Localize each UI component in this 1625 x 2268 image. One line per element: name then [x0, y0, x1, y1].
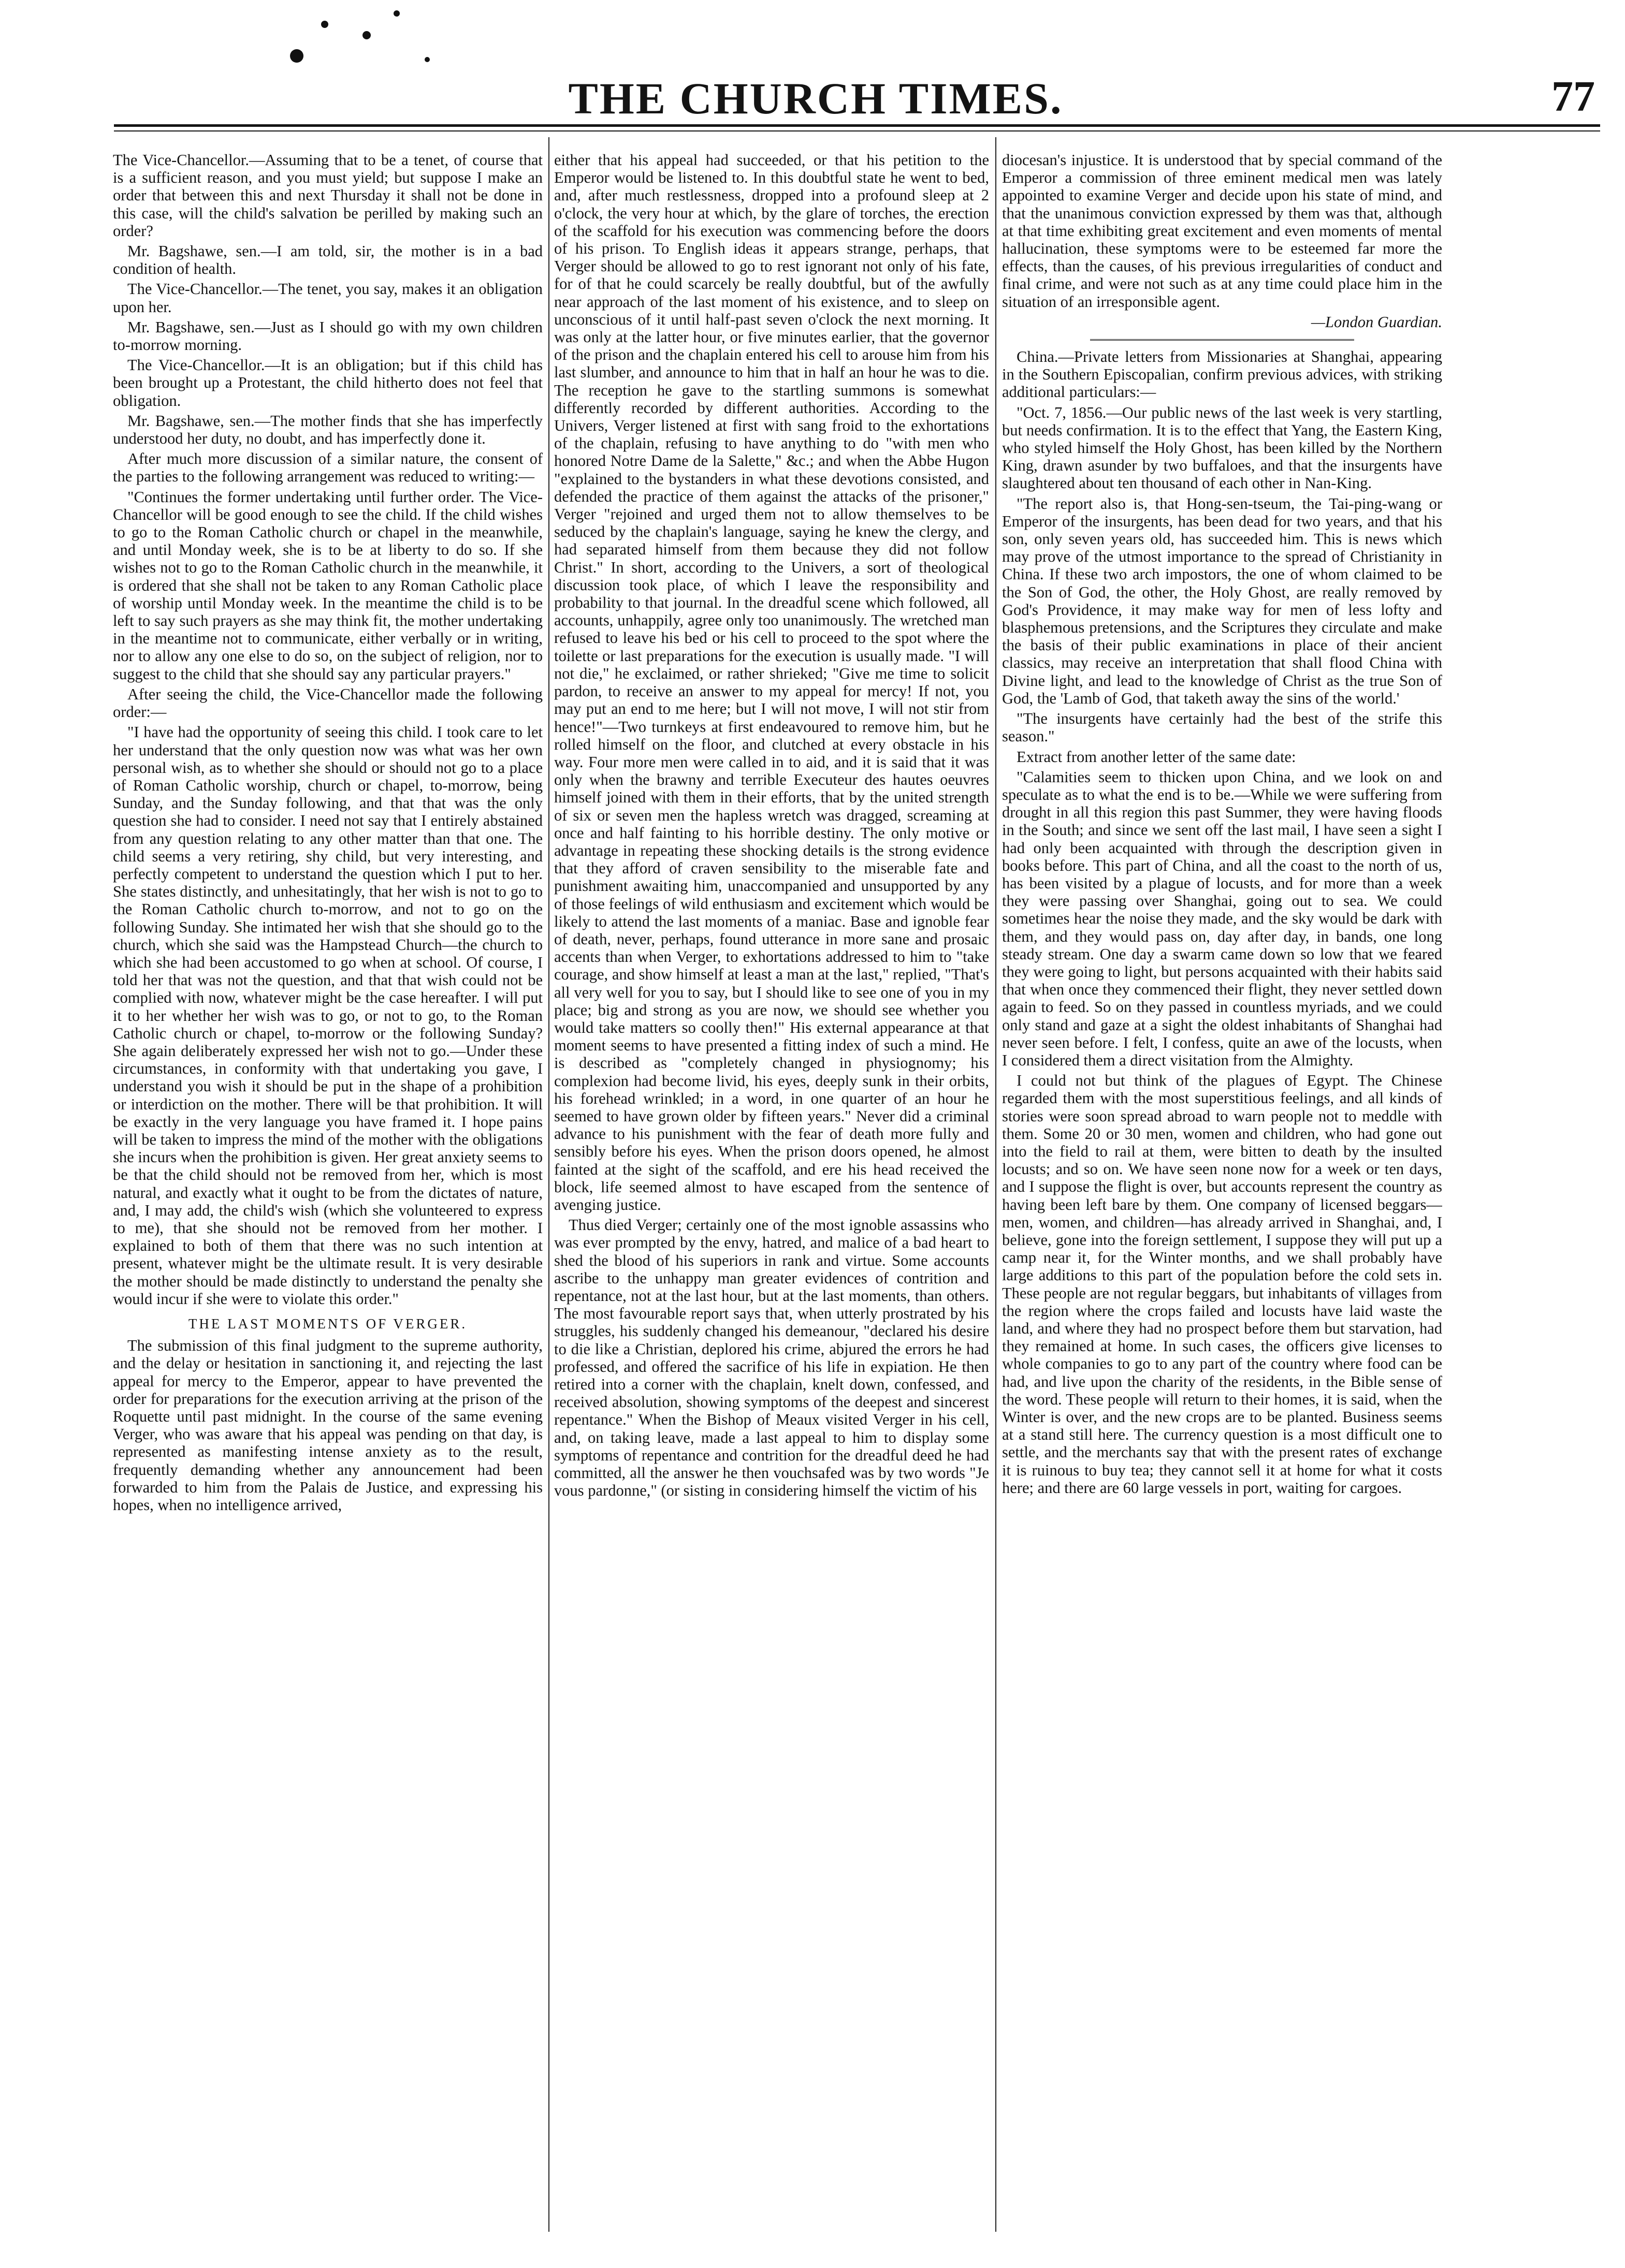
paragraph: Thus died Verger; certainly one of the most ignoble assassins who was ever prompted by the envy, hatred, and malice of a bad heart to shed the blood of his superiors in rank and virtue. Some accounts ascribe to the unhappy man greater evidences of contrition and repentance, not at the last hour, but at the last moments, than others. The most favourable report says that, when utterly prostrated by his struggles, his suddenly changed his demeanour, "declared his desire to die like a Christian, deplored his crime, abjured the errors he had professed, and offered the sacrifice of his life in expiation. He then retired into a corner with the chaplain, knelt down, confessed, and received absolution, showing symptoms of the deepest and sincerest repentance." When the Bishop of Meaux visited Verger in his cell, and, on taking leave, made a last appeal to him to display some symptoms of repentance and contrition for the dreadful deed he had committed, all the answer he then vouchsafed was by two words "Je vous pardonne," (or sisting in considering himself the victim of his — [554, 1216, 989, 1500]
paragraph: "I have had the opportunity of seeing this child. I took care to let her understand that the only question now was what was her own personal wish, as to whether she should or should not go to a place of Roman Catholic worship, church or chapel, to-morrow, being Sunday, and the Sunday following, and that that was the only question she had to consider. I need not say that I entirely abstained from any question relating to any other matter than that one. The child seems a very retiring, shy child, but very interesting, and perfectly competent to understand the question which I put to her. She states distinctly, and unhesitatingly, that her wish is not to go to the Roman Catholic church to-morrow, and not to go on the following Sunday. She intimated her wish that she should go to the church, which she said was the Hampstead Church—the church to which she had been accustomed to go when at school. Of course, I told her that was not the question, and that that wish could not be complied with now, whatever might be the case hereafter. I will put it to her whether her wish was to go, or not to go, to the Roman Catholic church or chapel, to-morrow or the following Sunday? She again deliberately expressed her wish not to go.—Under these circumstances, in conformity with that undertaking you gave, I understand you wish it should be put in the shape of a prohibition or interdiction on the mother. There will be that prohibition. It will be exactly in the very language you have framed it. I hope pains will be taken to impress the mind of the mother with the obligations she incurs when the prohibition is given. Her great anxiety seems to be that the child should not be removed from her, which is most natural, and exactly what it ought to be from the dictates of nature, and, I may add, the child's wish (which she volunteered to express to me), that she should not be removed from her mother. I explained to both of them that there was no such intention at present, whatever might be the ultimate result. It is very desirable the mother should be made distinctly to understand the penalty she would incur if she were to violate this order." — [113, 723, 543, 1308]
masthead-rule-thick — [114, 124, 1600, 127]
paragraph: The submission of this final judgment to the supreme authority, and the delay or hesitation in sanctioning it, and rejecting the last appeal for mercy to the Emperor, appear to have prevented the order for preparations for the execution arriving at the prison of the Roquette until past midnight. In the course of the same evening Verger, who was aware that his appeal was pending on that day, is represented as manifesting intense anxiety as to the result, frequently demanding whether any announcement had been forwarded to him from the Palais de Justice, and expressing his hopes, when no intelligence arrived, — [113, 1337, 543, 1514]
page-number: 77 — [1551, 72, 1595, 121]
column-1 — [113, 151, 543, 2237]
paragraph: The Vice-Chancellor.—The tenet, you say, makes it an obligation upon her. — [113, 280, 543, 316]
paragraph: Mr. Bagshawe, sen.—The mother finds that she has imperfectly understood her duty, no doubt, and has imperfectly done it. — [113, 412, 543, 448]
column-3 — [1002, 151, 1442, 2237]
section-divider — [1090, 339, 1354, 341]
paragraph: I could not but think of the plagues of Egypt. The Chinese regarded them with the most superstitious feelings, and all kinds of stories were soon spread abroad to warn people not to meddle with them. Some 20 or 30 men, women and children, who had gone out into the field to rail at them, were bitten to death by the insulted locusts; and so on. We have seen none now for a week or ten days, and I suppose the flight is over, but accounts represent the country as having been left bare by them. One company of licensed beggars—men, women, and children—has already arrived in Shanghai, and, I believe, gone into the foreign settlement, I suppose they will put up a camp near it, for the Winter months, and we shall probably have large additions to this part of the population before the cold sets in. These people are not regular beggars, but inhabitants of villages from the region where the crops failed and locusts have laid waste the land, and where they had no prospect before them but starvation, had they remained at home. In such cases, the officers give licenses to whole companies to go to any part of the country where food can be had, and live upon the charity of the residents, in the Bible sense of the word. These people will return to their homes, it is said, when the Winter is over, and the new crops are to be planted. Business seems at a stand still here. The currency question is a most difficult one to settle, and the merchants say that with the present rates of exchange it is ruinous to buy tea; they cannot sell it at home for what it costs here; and there are 60 large vessels in port, waiting for cargoes. — [1002, 1072, 1442, 1497]
ink-blot — [362, 31, 371, 39]
paragraph: Mr. Bagshawe, sen.—I am told, sir, the mother is in a bad condition of health. — [113, 242, 543, 278]
column-2 — [554, 151, 989, 2237]
paragraph: China.—Private letters from Missionaries at Shanghai, appearing in the Southern Episcopalian, confirm previous advices, with striking additional particulars:— — [1002, 348, 1442, 401]
source-attribution: —London Guardian. — [1311, 313, 1442, 331]
ink-blot — [394, 10, 400, 17]
newspaper-title: THE CHURCH TIMES. — [568, 74, 1063, 123]
masthead-rule-thin — [114, 130, 1600, 131]
ink-blot — [321, 21, 328, 28]
paragraph: The Vice-Chancellor.—Assuming that to be a tenet, of course that is a sufficient reason, and you must yield; but suppose I make an order that between this and next Thursday it shall not be done in this case, will the child's salvation be perilled by making such an order? — [113, 151, 543, 240]
paragraph: either that his appeal had succeeded, or that his petition to the Emperor would be listened to. In this doubtful state he went to bed, and, after much restlessness, dropped into a profound sleep at 2 o'clock, the very hour at which, by the glare of torches, the erection of the scaffold for his execution was commencing before the doors of his prison. To English ideas it appears strange, perhaps, that Verger should be allowed to go to rest ignorant not only of his fate, for of that he could scarcely be really doubtful, but of the awfully near approach of the last moment of his existence, and to sleep on unconscious of it until half-past seven o'clock the next morning. It was only at the latter hour, or five minutes earlier, that the governor of the prison and the chaplain entered his cell to arouse him from his last slumber, and announce to him that in half an hour he was to die. The reception he gave to the startling summons is somewhat differently recorded by different authorities. According to the Univers, Verger listened at first with sang froid to the exhortations of the chaplain, refusing to have anything to do "with men who honored Notre Dame de la Salette," &c.; and when the Abbe Hugon "explained to the bystanders in what these devotions consisted, and defended the practice of them against the attacks of the prisoner," Verger "rejoined and urged them not to allow themselves to be seduced by the chaplain's language, saying he knew the clergy, and had separated himself from them because they did not follow Christ." In short, according to the Univers, a sort of theological discussion took place, of which I leave the responsibility and probability to that journal. In the dreadful scene which followed, all accounts, unhappily, agree only too unanimously. The wretched man refused to leave his bed or his cell to proceed to the spot where the toilette or last preparations for the execution is usually made. "I will not die," he exclaimed, or rather shrieked; "Give me time to solicit pardon, to receive an answer to my appeal for mercy! If not, you may put an end to me here; but I will not move, I will not stir from hence!"—Two turnkeys at first endeavoured to remove him, but he rolled himself on the floor, and clutched at every obstacle in his way. Four more men were called in to aid, and it is said that it was only when the brawny and terrible Executeur des hautes oeuvres himself joined with them in their efforts, that by the united strength of six or seven men the hapless wretch was dragged, screaming at once and half fainting to his horrible destiny. The only motive or advantage in repeating these shocking details is the strong evidence that they afford of craven sensibility to the miserable fate and punishment awaiting him, unaccompanied and unsupported by any of those feelings of wild enthusiasm and excitement which would be likely to attend the last moments of a maniac. Base and ignoble fear of death, never, perhaps, found utterance in more sane and prosaic accents than when Verger, to exhortations addressed to him to "take courage, and show himself at least a man at the last," replied, "That's all very well for you to say, but I should like to see one of you in my place; big and strong as you are now, we should see whether you would take matters so coolly then!" His external appearance at that moment seems to have presented a fitting index of such a mind. He is described as "completely changed in physiognomy; his complexion had become livid, his eyes, deeply sunk in their orbits, his forehead wrinkled; in a word, in one quarter of an hour he seemed to have grown older by fifteen years." Never did a criminal advance to his punishment with the fear of death more fully and sensibly before his eyes. When the prison doors opened, he almost fainted at the sight of the scaffold, and ere his head received the block, life seemed almost to have escaped from the sentence of avenging justice. — [554, 151, 989, 1213]
column-rule — [995, 137, 996, 2232]
paragraph: Extract from another letter of the same date: — [1017, 748, 1296, 766]
ink-blot — [425, 57, 430, 62]
article-heading: THE LAST MOMENTS OF VERGER. — [188, 1316, 468, 1331]
paragraph: "Continues the former undertaking until further order. The Vice-Chancellor will be good enough to see the child. If the child wishes to go to the Roman Catholic church or chapel in the meanwhile, and until Monday week, she is to be at liberty to do so. If she wishes not to go to the Roman Catholic church in the meanwhile, it is ordered that she shall not be taken to any Roman Catholic place of worship until Monday week. In the meantime the child is to be left to say such prayers as she may think fit, the mother undertaking in the meantime not to communicate, either verbally or in writing, nor to allow any one else to do so, on the subject of religion, nor to suggest to the child that she should say any particular prayers." — [113, 488, 543, 683]
paragraph: diocesan's injustice. It is understood that by special command of the Emperor a commission of three eminent medical men was lately appointed to examine Verger and decide upon his state of mind, and that the unanimous conviction expressed by them was that, although at that time exhibiting great excitement and even moments of mental hallucination, these symptoms were to be esteemed far more the effects, than the causes, of his previous irregularities of conduct and final crime, and were not such as at any time could place him in the situation of an irresponsible agent. — [1002, 151, 1442, 311]
paragraph: "Oct. 7, 1856.—Our public news of the last week is very startling, but needs confirmation. It is to the effect that Yang, the Eastern King, who styled himself the Holy Ghost, has been killed by the Northern King, drawn asunder by two buffaloes, and that the insurgents have slaughtered about ten thousand of each other in Nan-King. — [1002, 403, 1442, 492]
paragraph: "The report also is, that Hong-sen-tseum, the Tai-ping-wang or Emperor of the insurgents, has been dead for two years, and that his son, only seven years old, has succeeded him. This is news which may prove of the utmost importance to the spread of Christianity in China. If these two arch impostors, the one of whom claimed to be the Son of God, the other, the Holy Ghost, are really removed by God's Providence, it may make way for men of less lofty and blasphemous pretensions, and the Scriptures they circulate and make the basis of their public examinations in place of their ancient classics, may receive an interpretation that shall flood China with Divine light, and lead to the knowledge of Christ as the true Son of God, the 'Lamb of God, that taketh away the sins of the world.' — [1002, 494, 1442, 707]
paragraph: The Vice-Chancellor.—It is an obligation; but if this child has been brought up a Protestant, the child hitherto does not feel that obligation. — [113, 356, 543, 409]
paragraph: After seeing the child, the Vice-Chancellor made the following order:— — [113, 685, 543, 721]
column-rule — [548, 137, 549, 2232]
masthead — [31, 0, 1600, 136]
paragraph: "Calamities seem to thicken upon China, and we look on and speculate as to what the end is to be.—While we were suffering from drought in all this region this past Summer, they were having floods in the South; and since we sent off the last mail, I have seen a sight I had only been acquainted with through the description given in books before. This part of China, and all the coast to the north of us, has been visited by a plague of locusts, and for more than a week they were passing over Shanghai, going out to sea. We could sometimes hear the noise they made, and the sky would be dark with them, and they would pass on, day after day, in bands, one long steady stream. One day a swarm came down so low that we feared they were going to light, but persons acquainted with their habits said that when once they commenced their flight, they never settled down again to feed. So on they passed in countless myriads, and we could only stand and gaze at a sight the oldest inhabitants of Shanghai had never seen before. I felt, I confess, quite an awe of the locusts, when I considered them a direct visitation from the Almighty. — [1002, 768, 1442, 1069]
paragraph: "The insurgents have certainly had the best of the strife this season." — [1002, 710, 1442, 745]
ink-blot — [290, 49, 303, 63]
paragraph: After much more discussion of a similar nature, the consent of the parties to the following arrangement was reduced to writing:— — [113, 450, 543, 486]
paragraph: Mr. Bagshawe, sen.—Just as I should go with my own children to-morrow morning. — [113, 318, 543, 354]
